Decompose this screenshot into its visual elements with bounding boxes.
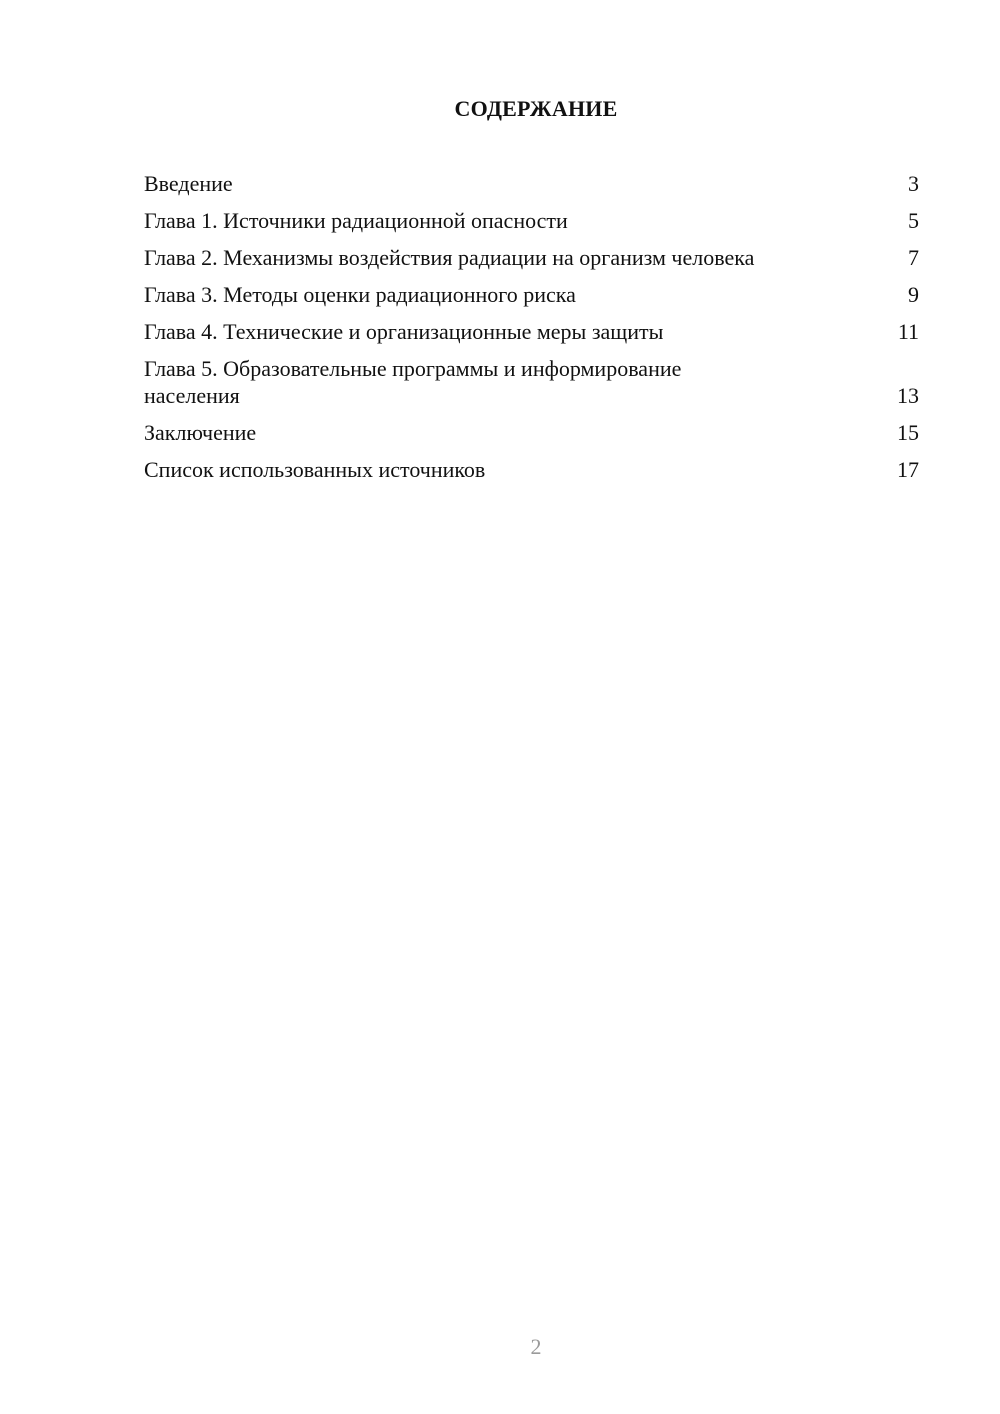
toc-item-text: Введение xyxy=(144,171,233,196)
toc-item-page: 9 xyxy=(908,282,919,307)
toc-item-chapter-2[interactable] xyxy=(144,244,919,271)
toc-item-references[interactable] xyxy=(144,456,919,483)
toc-item-text: Глава 5. Образовательные программы и информирование населения xyxy=(144,356,682,408)
toc-item-text: Глава 2. Механизмы воздействия радиации на организм человека xyxy=(144,245,755,270)
toc-item-chapter-1[interactable] xyxy=(144,207,919,234)
toc-item-text: Глава 3. Методы оценки радиационного риска xyxy=(144,282,576,307)
toc-item-text: Заключение xyxy=(144,420,257,445)
toc-item-page: 13 xyxy=(897,383,919,408)
toc-item-chapter-4[interactable] xyxy=(144,318,919,345)
toc-item-text: Глава 4. Технические и организационные меры защиты xyxy=(144,319,664,344)
toc-item-page: 17 xyxy=(897,457,919,482)
page-number: 2 xyxy=(530,1334,542,1359)
toc-item-text: Глава 1. Источники радиационной опасности xyxy=(144,208,568,233)
toc-item-chapter-3[interactable] xyxy=(144,281,919,308)
toc-item-page: 15 xyxy=(897,420,919,445)
toc-item-introduction[interactable] xyxy=(144,170,919,197)
toc-item-page: 5 xyxy=(908,208,919,233)
toc-item-page: 11 xyxy=(897,319,919,344)
toc-item-chapter-5[interactable] xyxy=(144,355,919,409)
table-of-contents xyxy=(144,170,919,493)
toc-item-page: 7 xyxy=(908,245,919,270)
toc-item-page: 3 xyxy=(908,171,919,196)
toc-item-conclusion[interactable] xyxy=(144,419,919,446)
toc-item-text: Список использованных источников xyxy=(144,457,486,482)
toc-title: СОДЕРЖАНИЕ xyxy=(454,96,618,121)
